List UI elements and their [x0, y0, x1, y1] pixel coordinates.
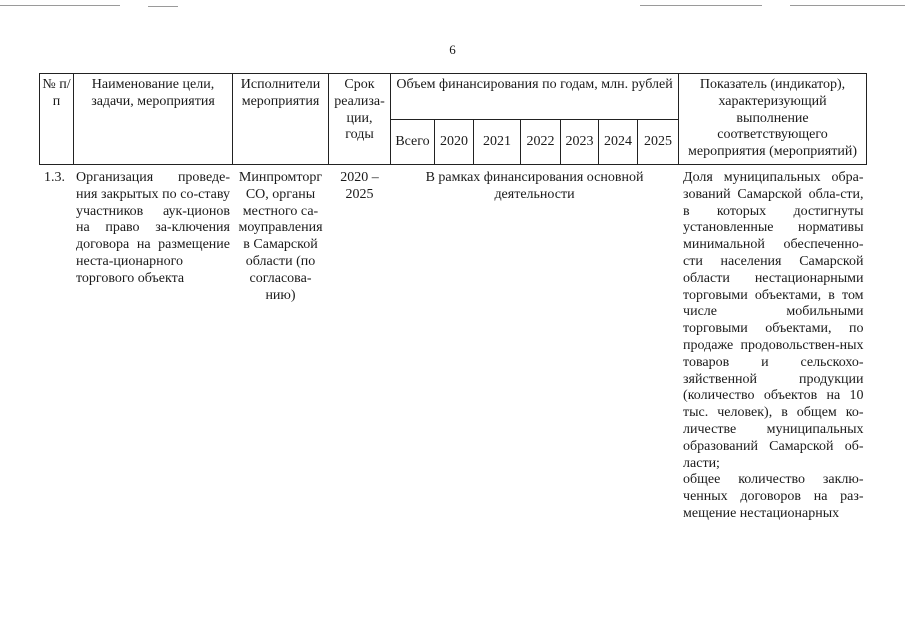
header-year-2021: 2021 — [474, 119, 521, 164]
scan-edge-right — [640, 5, 762, 6]
header-finance: Объем финансирования по годам, млн. рублей — [391, 74, 679, 120]
header-year-2024: 2024 — [599, 119, 638, 164]
row-finance: В рамках финансирования основной деятельности — [425, 169, 644, 202]
page-number: 6 — [449, 42, 456, 57]
header-name: Наименование цели, задачи, мероприятия — [74, 74, 233, 165]
scan-edge-mid — [148, 6, 178, 7]
scan-edge-far-right — [790, 5, 905, 6]
header-executors: Исполнители мероприятия — [233, 74, 329, 165]
header-year-2025: 2025 — [638, 119, 679, 164]
indicator-paragraph-1: Доля муниципальных обра-зований Самарской обла-сти, в которых достигнуты установленные нормативы минимальной обеспеченно-сти населения Самарской области нестационарными торговыми объектами, в том числе мобильными торговыми объектами, по продаже продовольствен-ных товаров и сельскохо-зяйственной продукции (количество объектов на 10 тыс. человек), в общем ко-личестве муниципальных образований Самарской об-ласти; — [683, 169, 864, 471]
row-executors: Минпромторг СО, органы местного са-моуправления в Самарской области (по согласова-нию) — [238, 169, 323, 303]
indicator-paragraph-2: общее количество заклю-ченных договоров на раз-мещение нестационарных — [683, 472, 864, 521]
header-term: Срок реализа-ции, годы — [329, 74, 391, 165]
row-num: 1.3. — [44, 169, 65, 185]
row-name: Организация проведе-ния закрытых по со-ставу участников аук-ционов на право за-ключения договора на размещение неста-ционарного торгового объекта — [76, 169, 230, 286]
header-year-2020: 2020 — [435, 119, 474, 164]
header-indicator: Показатель (индикатор), характеризующий выполнение соответствующего мероприятия (мероприятий) — [679, 74, 867, 165]
table-row — [40, 164, 867, 522]
header-year-2023: 2023 — [561, 119, 599, 164]
scan-edge-left — [0, 5, 120, 6]
row-indicator — [679, 164, 867, 522]
row-term: 2020 – 2025 — [340, 169, 379, 202]
header-year-2022: 2022 — [521, 119, 561, 164]
header-num: № п/п — [40, 74, 74, 165]
header-year-total: Всего — [391, 119, 435, 164]
measures-table — [39, 73, 867, 523]
